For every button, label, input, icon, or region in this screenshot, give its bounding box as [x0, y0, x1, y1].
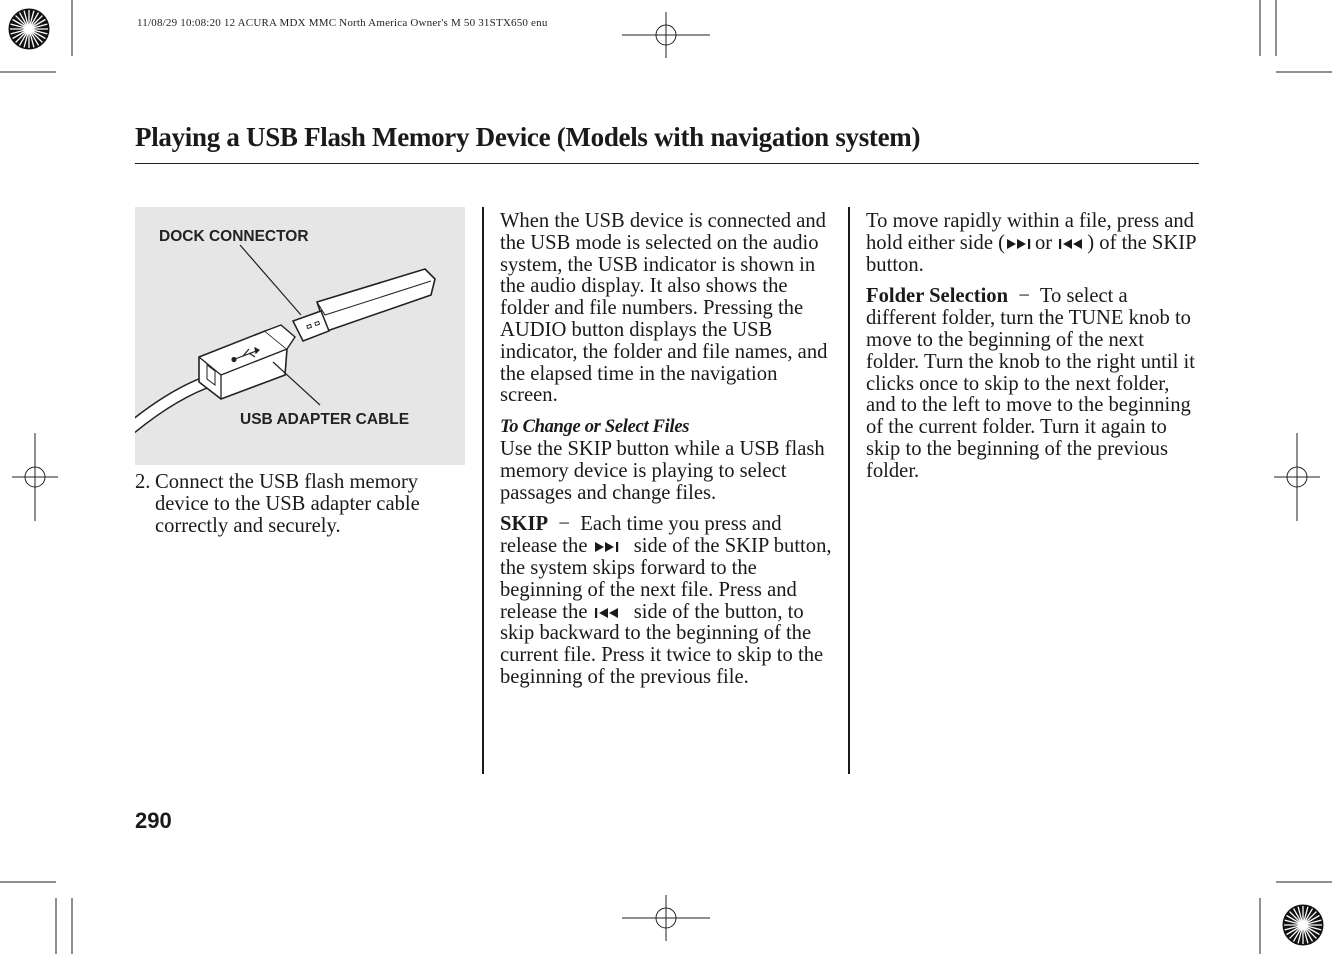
usb-intro-paragraph: When the USB device is connected and the USB mode is selected on the audio system, the USB indicator is shown in the audio display. It also shows the folder and file numbers. Pressing the AUDIO button displays the USB indicator, the folder and file names, and the elapsed time in the navigation screen.	[500, 210, 828, 407]
crosshair-mark-left	[12, 433, 58, 521]
dock-connector-leader	[240, 245, 301, 315]
rapid-text-2: ) of the SKIP button.	[866, 231, 1196, 276]
starburst-mark-top-left	[9, 9, 49, 49]
skip-dash: −	[558, 513, 570, 536]
step-text: Connect the USB flash memory device to the USB adapter cable correctly and securely.	[155, 471, 420, 537]
subheading-body: Use the SKIP button while a USB flash memory device is playing to select passages and change files.	[500, 437, 825, 504]
rapid-text-1: To move rapidly within a file, press and hold either side (	[866, 210, 1194, 254]
column-divider-1	[482, 207, 484, 774]
folder-selection-paragraph	[866, 286, 1199, 482]
title-divider	[135, 163, 1199, 164]
crosshair-mark-bottom	[622, 895, 710, 941]
skip-back-icon	[1057, 237, 1087, 251]
starburst-mark-bottom-right	[1283, 905, 1323, 945]
page-number: 290	[135, 808, 172, 833]
skip-paragraph	[500, 514, 833, 688]
column-middle	[500, 211, 833, 689]
usb-illustration	[135, 207, 465, 465]
usb-adapter-cable-label: USB ADAPTER CABLE	[240, 411, 410, 428]
crosshair-mark-top	[622, 12, 710, 58]
skip-back-icon	[593, 606, 629, 620]
column-right	[866, 211, 1199, 483]
skip-text-3: side of the button, to skip backward to the beginning of the current file. Press it twice to skip to the beginning of the previous file.	[500, 600, 824, 688]
crosshair-mark-right	[1274, 433, 1320, 521]
cable-leader	[273, 362, 320, 405]
step-number: 2.	[135, 471, 151, 493]
usb-flash-drive	[293, 269, 435, 341]
rapid-or: or	[1034, 231, 1053, 254]
dock-connector-label: DOCK CONNECTOR	[159, 228, 309, 245]
page-title: Playing a USB Flash Memory Device (Models with navigation system)	[135, 122, 921, 152]
rapid-move-paragraph	[866, 211, 1199, 276]
skip-text-2: side of the SKIP button, the system skips forward to the beginning of the next file. Press and release the	[500, 535, 832, 623]
usb-adapter-cable	[199, 325, 295, 399]
skip-term: SKIP	[500, 513, 549, 536]
column-divider-2	[848, 207, 850, 774]
folder-dash: −	[1018, 285, 1030, 308]
folder-selection-term: Folder Selection	[866, 285, 1009, 308]
step-2	[135, 472, 455, 537]
skip-text-1: Each time you press and release the	[500, 513, 782, 558]
folder-selection-text: To select a different folder, turn the TUNE knob to move to the beginning of the next folder. Turn the knob to the right until it clicks once to skip to the next folder, and to the left to move to the beginning of the current folder. Turn it again to skip to the beginning of the previous folder.	[866, 285, 1195, 482]
skip-forward-icon	[593, 540, 629, 554]
skip-forward-icon	[1005, 237, 1035, 251]
print-info-line: 11/08/29 10:08:20 12 ACURA MDX MMC North America Owner's M 50 31STX650 enu	[137, 17, 548, 29]
subheading-change-files: To Change or Select Files	[500, 417, 690, 438]
